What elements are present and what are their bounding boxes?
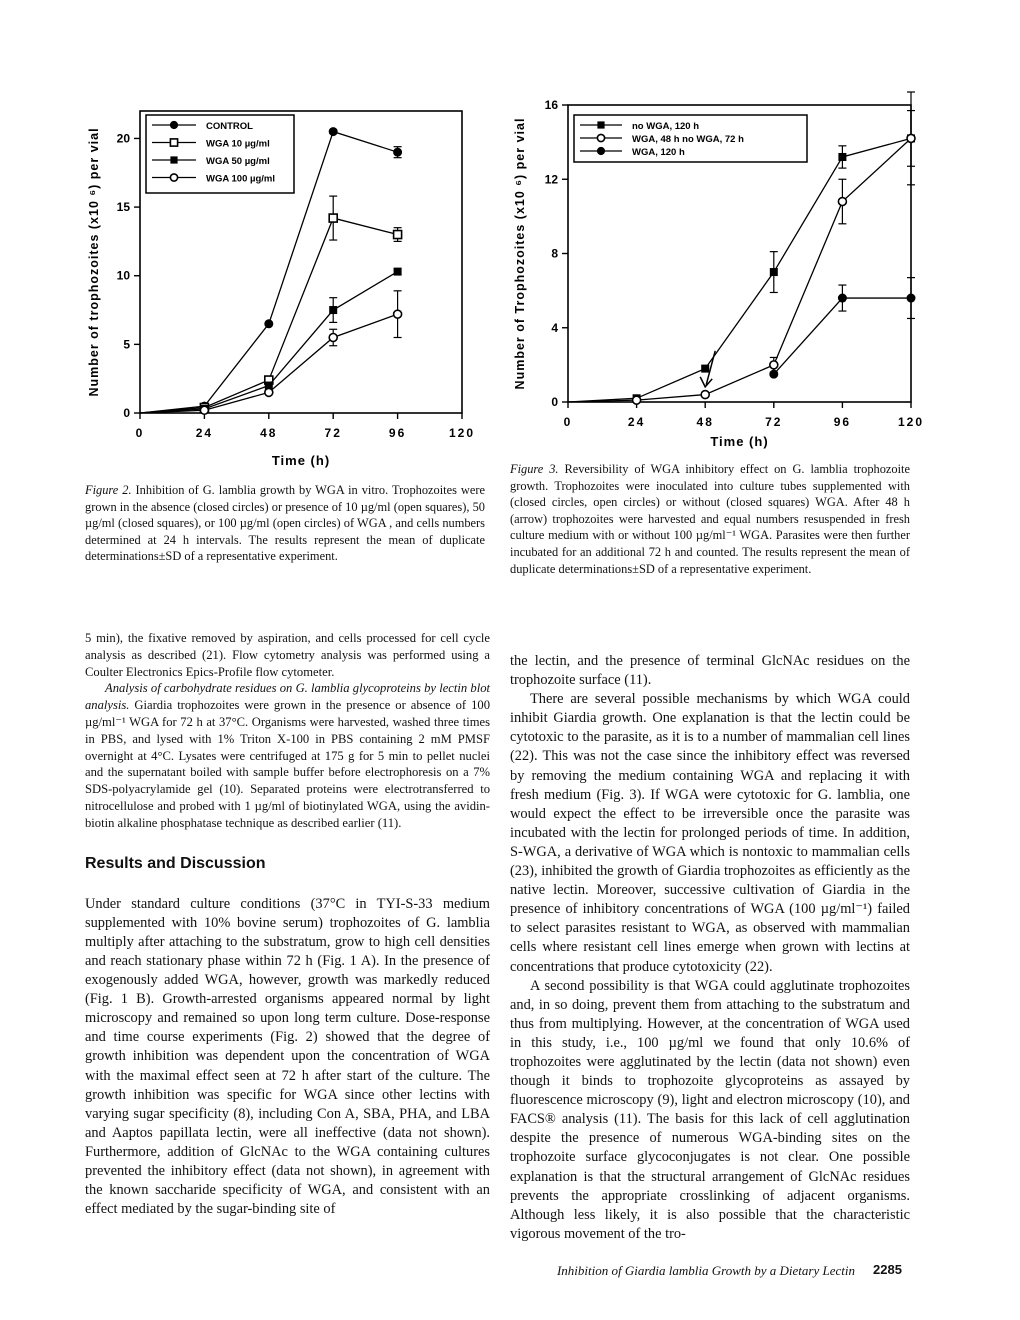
legend-marker	[170, 156, 177, 163]
data-point	[770, 370, 778, 378]
data-point	[838, 153, 846, 161]
legend-label: WGA 10 µg/ml	[206, 138, 270, 150]
x-tick-label: 48	[696, 415, 714, 429]
y-tick-label: 12	[544, 172, 558, 187]
data-point	[329, 306, 337, 314]
figure-3-chart	[510, 95, 925, 455]
legend-marker	[170, 139, 177, 146]
left-column	[85, 630, 490, 1219]
data-point	[701, 391, 709, 399]
data-point	[907, 134, 915, 142]
y-tick-label: 16	[544, 98, 558, 112]
data-point	[394, 231, 402, 239]
series-line	[568, 138, 911, 402]
paragraph-results: Under standard culture conditions (37°C in TYI-S-33 medium supplemented with 10% bovine serum) trophozoites of G. lamblia multiply after attaching to the substratum, grow to high cell densities and reach stationary phase within 72 h (Fig. 1 A). In the presence of exogenously added WGA, however, growth was markedly reduced (Fig. 1 B). Growth-arrested organisms appeared normal by light microscopy and remained so upon long term culture. Dose-response and time course experiments (Fig. 2) showed that the degree of growth inhibition was dependent upon the concentration of WGA with the maximal effect seen at 72 h after start of the culture. The growth inhibition was specific for WGA since other lectins with varying sugar specificity (8), including Con A, SBA, PHA, and LBA and Aaptos papillata lectin, were all ineffective (data not shown). Furthermore, addition of GlcNAc to the WGA containing cultures prevented the inhibitory effect (data not shown), in agreement with the known saccharide specificity of WGA, and consistent with an effect mediated by the sugar-binding site of	[85, 895, 490, 1218]
data-point	[701, 365, 709, 373]
x-tick-label: 96	[388, 426, 407, 440]
legend-label: WGA, 120 h	[632, 147, 685, 158]
figure-2-label: Figure 2.	[85, 483, 132, 497]
data-point	[633, 396, 641, 404]
figure-3-caption	[510, 461, 910, 577]
paragraph-lectin-blot	[85, 680, 490, 831]
data-point	[394, 148, 402, 156]
x-tick-label: 120	[897, 415, 925, 429]
x-tick-label: 72	[324, 426, 342, 440]
y-axis-label: Number of Trophozoites (x10 ⁶) per vial	[513, 117, 527, 390]
data-point	[394, 268, 402, 276]
lectin-blot-title: Analysis of carbohydrate residues on G. lamblia glycoproteins by lectin blot analysis.	[85, 681, 490, 713]
section-heading: Results and Discussion	[85, 854, 266, 872]
x-tick-label: 48	[260, 426, 278, 440]
data-point	[838, 294, 846, 302]
x-tick-label: 120	[448, 426, 476, 440]
data-point	[329, 128, 337, 136]
legend-label: CONTROL	[206, 121, 253, 132]
y-tick-label: 4	[551, 320, 558, 335]
legend-marker	[597, 134, 604, 141]
harvest-arrow-head	[700, 377, 712, 387]
lectin-blot-text: Giardia trophozoites were grown in the presence or absence of 100 µg/ml⁻¹ WGA for 72 h at 37°C. Organisms were harvested, washed three times in PBS, and lysed with 1% Triton X-100 in PBS containing 2 mM PMSF overnight at 4°C. Lysates were centrifuged at 175 g for 5 min to pellet nuclei and the supernatant boiled with sample buffer before electrophoresis on a 7% SDS-polyacrylamide gel (10). Separated proteins were electrotransferred to nitrocellulose and probed with 1 µg/ml of biotinylated WGA, using the avidin-biotin alkaline phosphatase technique as described earlier (11).	[85, 698, 490, 830]
paragraph-agglutination: A second possibility is that WGA could agglutinate trophozoites and, in so doing, prevent them from attaching to the substratum and thus from multiplying. However, at the concentration of WGA used in this study, i.e., 100 µg/ml we found that only 10.6% of trophozoites were agglutinated by the lectin (data not shown) even though it binds to trophozoite glycoproteins as assayed by fluorescence microscopy (9), light and electron microscopy (10), and FACS® analysis (11). The basis for this lack of cell agglutination despite the presence of numerous WGA-binding sites on the trophozoite surface glycoconjugates is not clear. One possible explanation is that the structural arrangement of GlcNAc residues prevents the appropriate crosslinking of adjacent organisms. Although less likely, it is also possible that the characteristic vigorous movement of the tro-	[510, 977, 910, 1242]
data-point	[770, 361, 778, 369]
legend-marker	[597, 121, 604, 128]
y-tick-label: 10	[116, 268, 130, 283]
legend-marker	[597, 147, 604, 154]
figure-2-caption	[85, 482, 485, 565]
y-axis-label: Number of trophozoites (x10 ⁶) per vial	[87, 127, 101, 397]
legend-marker	[170, 121, 177, 128]
data-point	[329, 334, 337, 342]
data-point	[770, 268, 778, 276]
data-point	[907, 294, 915, 302]
y-tick-label: 0	[123, 406, 130, 420]
figure-3-caption-text: Reversibility of WGA inhibitory effect on G. lamblia trophozoite growth. Trophozoites were inoculated into culture tubes supplemented with (closed circles, open circles) or without (closed squares) WGA. After 48 h (arrow) trophozoites were harvested and equal numbers resuspended in fresh culture medium with or without 100 µg/ml⁻¹ WGA. Parasites were then further incubated for an additional 72 h and counted. The results represent the mean of duplicate determinations±SD of a representative experiment.	[510, 462, 910, 576]
x-axis-label: Time (h)	[271, 453, 331, 468]
data-point	[394, 310, 402, 318]
running-footer: Inhibition of Giardia lamblia Growth by a Dietary Lectin	[556, 1263, 855, 1278]
figure-3-label: Figure 3.	[510, 462, 559, 476]
legend-label: no WGA, 120 h	[632, 121, 700, 132]
legend-label: WGA 50 µg/ml	[206, 156, 270, 167]
x-tick-label: 96	[833, 415, 852, 429]
page-number: 2285	[873, 1262, 902, 1277]
y-tick-label: 5	[123, 337, 130, 352]
figure-2-caption-text: Inhibition of G. lamblia growth by WGA in vitro. Trophozoites were grown in the absence (closed circles) or presence of 10 µg/ml (open squares), 50 µg/ml (closed squares), or 100 µg/ml (open circles) of WGA , and cells numbers determined at 24 h intervals. The results represent the mean of duplicate determinations±SD of a representative experiment.	[85, 483, 485, 564]
data-point	[838, 198, 846, 206]
x-tick-label: 24	[195, 426, 214, 440]
legend-marker	[170, 174, 177, 181]
figure-2-chart	[80, 95, 485, 480]
y-tick-label: 0	[551, 395, 558, 409]
paragraph-lectin-surface: the lectin, and the presence of terminal GlcNAc residues on the trophozoite surface (11).	[510, 653, 910, 689]
paragraph-methods-end: 5 min), the fixative removed by aspiration, and cells processed for cell cycle analysis as described (21). Flow cytometry analysis was performed using a Coulter Electronics Epics-Profile flow cytometer.	[85, 631, 490, 679]
data-point	[329, 214, 337, 222]
series-line	[140, 314, 398, 413]
legend-label: WGA, 48 h no WGA, 72 h	[632, 134, 744, 145]
data-point	[265, 320, 273, 328]
series-line	[568, 138, 911, 402]
y-tick-label: 15	[116, 200, 130, 215]
x-axis-label: Time (h)	[710, 434, 769, 449]
y-tick-label: 20	[116, 131, 130, 146]
x-tick-label: 0	[563, 415, 573, 429]
right-column	[510, 652, 910, 1244]
legend-label: WGA 100 µg/ml	[206, 173, 275, 185]
data-point	[265, 388, 273, 396]
y-tick-label: 8	[551, 246, 558, 261]
paragraph-mechanisms: There are several possible mechanisms by which WGA could inhibit Giardia growth. One explanation is that the lectin could be cytotoxic to the parasite, as it is to a number of mammalian cell lines (22). This was not the case since the inhibitory effect was reversed by removing the medium containing WGA and replacing it with fresh medium (Fig. 3). If WGA were cytotoxic for G. lamblia, one would expect the effect to be irreversible once the parasite was incubated with the lectin for prolonged periods of time. In addition, S-WGA, a derivative of WGA which is nontoxic to mammalian cells (23), inhibited the growth of Giardia trophozoites as efficiently as the native lectin. Moreover, successive cultivation of Giardia in the presence of inhibitory concentrations of WGA (100 µg/ml⁻¹) failed to select parasites resistant to WGA, as observed with mammalian cells where resistant cell lines emerge when grown with lectins at concentrations that produce cytotoxicity (22).	[510, 691, 910, 975]
x-tick-label: 0	[135, 426, 145, 440]
x-tick-label: 72	[765, 415, 783, 429]
data-point	[200, 406, 208, 414]
x-tick-label: 24	[627, 415, 646, 429]
